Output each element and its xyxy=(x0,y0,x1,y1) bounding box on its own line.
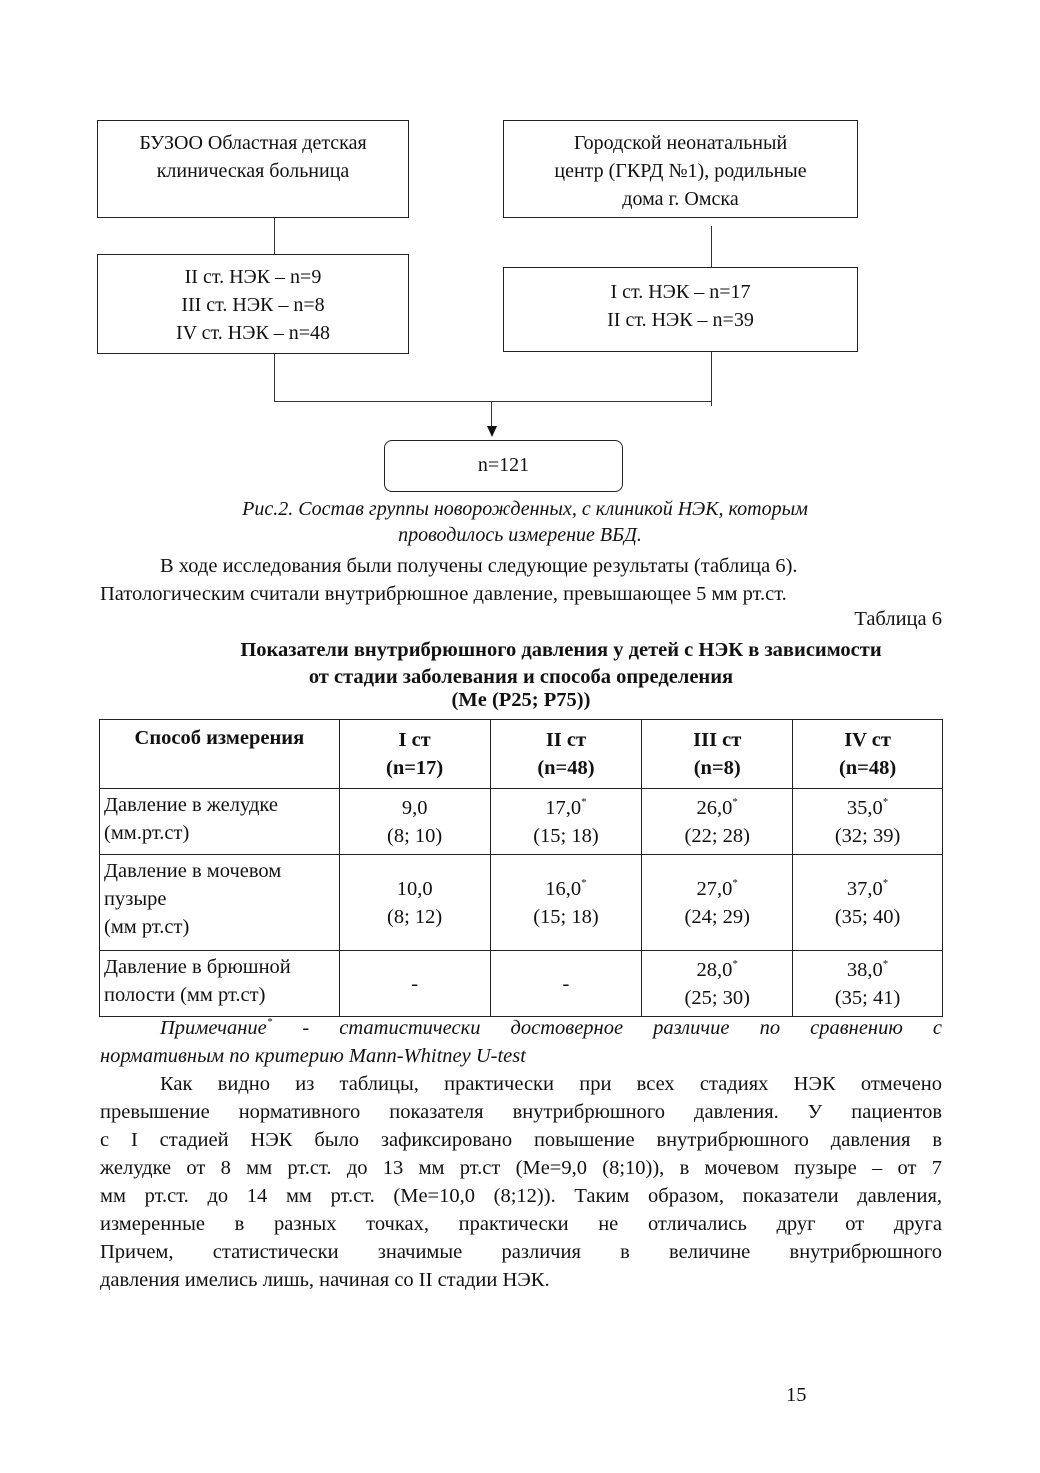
table-row-stomach xyxy=(100,789,943,855)
cell-range: (8; 10) xyxy=(387,824,443,847)
row-label-line: Давление в мочевом xyxy=(104,860,282,882)
table-cell xyxy=(490,951,642,1017)
header-n: (n=48) xyxy=(537,757,595,779)
header-text: III ст xyxy=(693,729,742,751)
header-text: IV ст xyxy=(844,729,891,751)
table-row-abdominal xyxy=(100,951,943,1017)
cell-range: (24; 29) xyxy=(684,905,750,928)
cell-median: 28,0 xyxy=(696,958,733,981)
header-stage-4 xyxy=(793,720,943,789)
row-label-line: полости (мм рт.ст) xyxy=(104,984,266,1006)
cell-median: 38,0 xyxy=(846,958,883,981)
table-title-line: Показатели внутрибрюшного давления у детей с НЭК в зависимости xyxy=(240,639,882,661)
row-label-line: (мм.рт.ст) xyxy=(104,822,190,844)
row-label-line: пузыре xyxy=(104,888,167,910)
cell-median: 10,0 xyxy=(396,877,433,900)
box-line: I ст. НЭК – n=17 xyxy=(610,281,751,303)
significance-mark: * xyxy=(732,957,738,970)
box-line: II ст. НЭК – n=39 xyxy=(607,309,754,331)
significance-mark: * xyxy=(882,876,889,889)
connector-line xyxy=(711,226,712,267)
cell-range: (35; 41) xyxy=(834,986,901,1009)
source-box-neonatal-center xyxy=(503,120,858,218)
table-cell xyxy=(339,855,490,951)
box-line: II ст. НЭК – n=9 xyxy=(184,266,322,288)
arrow-head-icon xyxy=(487,426,497,437)
connector-line xyxy=(274,354,275,402)
cell-range: (22; 28) xyxy=(684,824,750,847)
body-paragraph xyxy=(100,1070,942,1294)
figure-caption xyxy=(100,496,940,548)
table-cell xyxy=(490,789,642,855)
table-cell xyxy=(793,855,943,951)
text-line: измеренные в разных точках, практически не отличались друг от друга xyxy=(100,1213,942,1235)
header-n: (n=17) xyxy=(386,757,444,779)
table-cell xyxy=(793,789,943,855)
row-label-line: (мм рт.ст) xyxy=(104,916,190,938)
table-header-row xyxy=(100,720,943,789)
row-label xyxy=(100,855,340,951)
header-stage-2 xyxy=(490,720,642,789)
cell-median: 35,0 xyxy=(846,796,883,819)
header-stage-3 xyxy=(642,720,793,789)
connector-line xyxy=(274,401,712,402)
intro-paragraph xyxy=(100,552,942,608)
table-cell xyxy=(642,789,793,855)
cell-range: (15; 18) xyxy=(533,824,599,847)
text-line: В ходе исследования были получены следующие результаты (таблица 6). xyxy=(160,555,798,577)
source-box-regional-hospital xyxy=(97,120,409,218)
text-line: Патологическим считали внутрибрюшное давление, превышающее 5 мм рт.ст. xyxy=(100,583,787,605)
text-line: мм рт.ст. до 14 мм рт.ст. (Me=10,0 (8;12)). Таким образом, показатели давления, xyxy=(100,1185,942,1207)
table-number: Таблица 6 xyxy=(854,608,942,630)
significance-mark: * xyxy=(882,957,889,970)
note-word: Примечание xyxy=(160,1017,267,1039)
table-title-line: (Me (P25; P75)) xyxy=(451,689,591,711)
cell-median: - xyxy=(411,972,419,995)
text-line: превышение нормативного показателя внутрибрюшного давления. У пациентов xyxy=(100,1101,942,1123)
note-line xyxy=(100,1014,942,1042)
cell-median: - xyxy=(562,972,570,995)
stage-box-left xyxy=(97,254,409,354)
table-cell xyxy=(642,951,793,1017)
header-n: (n=8) xyxy=(693,757,741,779)
row-label xyxy=(100,951,340,1017)
box-line: III ст. НЭК – n=8 xyxy=(181,294,325,316)
box-line: БУЗОО Областная детская xyxy=(139,132,367,154)
cell-range: (25; 30) xyxy=(684,986,750,1009)
table-cell xyxy=(642,855,793,951)
table-cell xyxy=(339,789,490,855)
text-line: желудке от 8 мм рт.ст. до 13 мм рт.ст (Me=9,0 (8;10)), в мочевом пузыре – от 7 xyxy=(100,1157,942,1179)
significance-mark: * xyxy=(581,876,587,889)
cell-median: 26,0 xyxy=(696,796,733,819)
caption-line: Рис.2. Состав группы новорожденных, с клиникой НЭК, которым xyxy=(242,498,808,520)
box-line: центр (ГКРД №1), родильные xyxy=(554,160,807,182)
cell-median: 17,0 xyxy=(545,796,582,819)
caption-line: проводилось измерение ВБД. xyxy=(398,524,642,546)
table-row-bladder xyxy=(100,855,943,951)
row-label-line: Давление в брюшной xyxy=(104,956,291,978)
header-stage-1 xyxy=(339,720,490,789)
total-label: n=121 xyxy=(477,454,530,476)
cell-range: (35; 40) xyxy=(834,905,901,928)
cell-median: 9,0 xyxy=(401,796,428,819)
row-label xyxy=(100,789,340,855)
connector-line xyxy=(711,352,712,406)
cell-median: 27,0 xyxy=(696,877,733,900)
significance-mark: * xyxy=(882,795,889,808)
stage-box-right xyxy=(503,267,858,352)
table-cell xyxy=(490,855,642,951)
table-title xyxy=(100,637,942,714)
note-text: - статистически достоверное различие по сравнению с xyxy=(272,1017,942,1039)
text-line: с I стадией НЭК было зафиксировано повышение внутрибрюшного давления в xyxy=(100,1129,942,1151)
pressure-table xyxy=(99,719,943,1017)
text-line: Причем, статистически значимые различия в величине внутрибрюшного xyxy=(100,1241,942,1263)
box-line: IV ст. НЭК – n=48 xyxy=(175,322,331,344)
significance-mark: * xyxy=(581,795,587,808)
header-text: I ст xyxy=(398,729,431,751)
box-line: Городской неонатальный xyxy=(573,132,788,154)
row-label-line: Давление в желудке xyxy=(104,794,278,816)
significance-mark: * xyxy=(732,795,738,808)
arrow-line xyxy=(491,402,492,426)
cell-range: (15; 18) xyxy=(533,905,599,928)
box-line: клиническая больница xyxy=(156,160,350,182)
note-line: нормативным по критерию Mann-Whitney U-test xyxy=(100,1045,526,1067)
note-star: * xyxy=(266,1016,273,1028)
cell-range: (8; 12) xyxy=(387,905,443,928)
header-text: Способ измерения xyxy=(134,727,305,749)
table-cell xyxy=(339,951,490,1017)
cell-range: (32; 39) xyxy=(834,824,901,847)
header-text: II ст xyxy=(545,729,587,751)
table-cell xyxy=(793,951,943,1017)
box-line: дома г. Омска xyxy=(622,188,739,210)
text-line: давления имелись лишь, начиная со II стадии НЭК. xyxy=(100,1269,550,1291)
cell-median: 37,0 xyxy=(846,877,883,900)
table-title-line: от стадии заболевания и способа определения xyxy=(308,666,734,688)
table-note xyxy=(100,1014,942,1070)
header-n: (n=48) xyxy=(838,757,897,779)
text-line: Как видно из таблицы, практически при всех стадиях НЭК отмечено xyxy=(160,1073,942,1095)
connector-line xyxy=(274,218,275,254)
significance-mark: * xyxy=(732,876,738,889)
header-method xyxy=(100,720,340,789)
page-number: 15 xyxy=(786,1384,807,1406)
cell-median: 16,0 xyxy=(545,877,582,900)
total-box xyxy=(384,440,623,492)
